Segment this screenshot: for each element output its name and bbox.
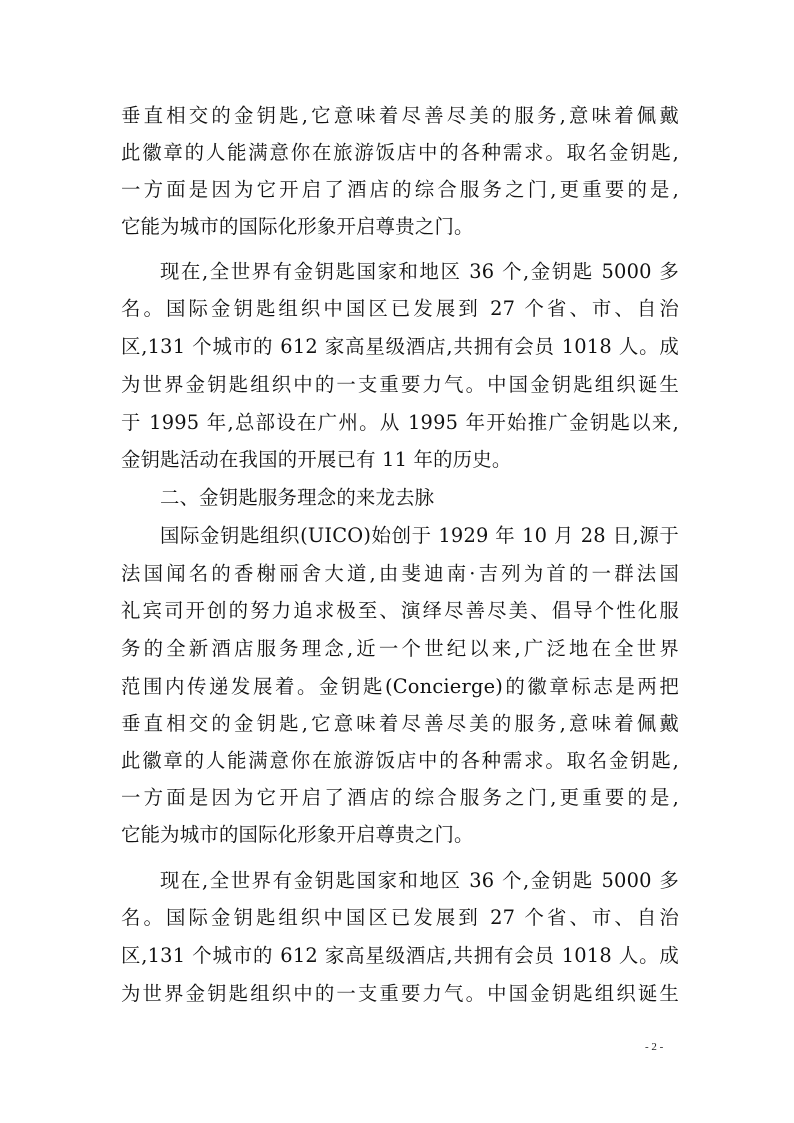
body-text-line: 垂直相交的金钥匙,它意味着尽善尽美的服务,意味着佩戴 bbox=[121, 104, 679, 127]
body-text-line: 务的全新酒店服务理念,近一个世纪以来,广泛地在全世界 bbox=[121, 637, 679, 660]
body-text-line: 范围内传递发展着。金钥匙(Concierge)的徽章标志是两把 bbox=[121, 675, 679, 698]
page-number: - 2 - bbox=[645, 1041, 664, 1053]
body-text-line: 此徽章的人能满意你在旅游饭店中的各种需求。取名金钥匙, bbox=[121, 749, 679, 772]
body-text-line: 名。国际金钥匙组织中国区已发展到 27 个省、市、自治 bbox=[121, 906, 679, 929]
body-text-line: 金钥匙活动在我国的开展已有 11 年的历史。 bbox=[121, 448, 512, 471]
paragraph-first-line: 现在,全世界有金钥匙国家和地区 36 个,金钥匙 5000 多 bbox=[160, 260, 679, 283]
body-text-line: 它能为城市的国际化形象开启尊贵之门。 bbox=[121, 823, 474, 846]
body-text-line: 于 1995 年,总部设在广州。从 1995 年开始推广金钥匙以来, bbox=[121, 411, 679, 434]
body-text-line: 法国闻名的香榭丽舍大道,由斐迪南·吉列为首的一群法国 bbox=[121, 562, 679, 585]
body-text-line: 垂直相交的金钥匙,它意味着尽善尽美的服务,意味着佩戴 bbox=[121, 712, 679, 735]
body-text-line: 为世界金钥匙组织中的一支重要力气。中国金钥匙组织诞生 bbox=[121, 982, 679, 1005]
body-text-line: 它能为城市的国际化形象开启尊贵之门。 bbox=[121, 215, 474, 238]
body-text-line: 区,131 个城市的 612 家高星级酒店,共拥有会员 1018 人。成 bbox=[121, 944, 679, 967]
body-text-line: 名。国际金钥匙组织中国区已发展到 27 个省、市、自治 bbox=[121, 297, 679, 320]
paragraph-first-line: 国际金钥匙组织(UICO)始创于 1929 年 10 月 28 日,源于 bbox=[160, 524, 679, 547]
body-text-line: 礼宾司开创的努力追求极至、演绎尽善尽美、倡导个性化服 bbox=[121, 599, 679, 622]
body-text-line: 区,131 个城市的 612 家高星级酒店,共拥有会员 1018 人。成 bbox=[121, 335, 679, 358]
body-text-line: 一方面是因为它开启了酒店的综合服务之门,更重要的是, bbox=[121, 786, 679, 809]
body-text-line: 一方面是因为它开启了酒店的综合服务之门,更重要的是, bbox=[121, 178, 679, 201]
paragraph-first-line: 现在,全世界有金钥匙国家和地区 36 个,金钥匙 5000 多 bbox=[160, 869, 679, 892]
body-text-line: 此徽章的人能满意你在旅游饭店中的各种需求。取名金钥匙, bbox=[121, 141, 679, 164]
section-heading: 二、金钥匙服务理念的来龙去脉 bbox=[160, 486, 435, 509]
body-text-line: 为世界金钥匙组织中的一支重要力气。中国金钥匙组织诞生 bbox=[121, 373, 679, 396]
